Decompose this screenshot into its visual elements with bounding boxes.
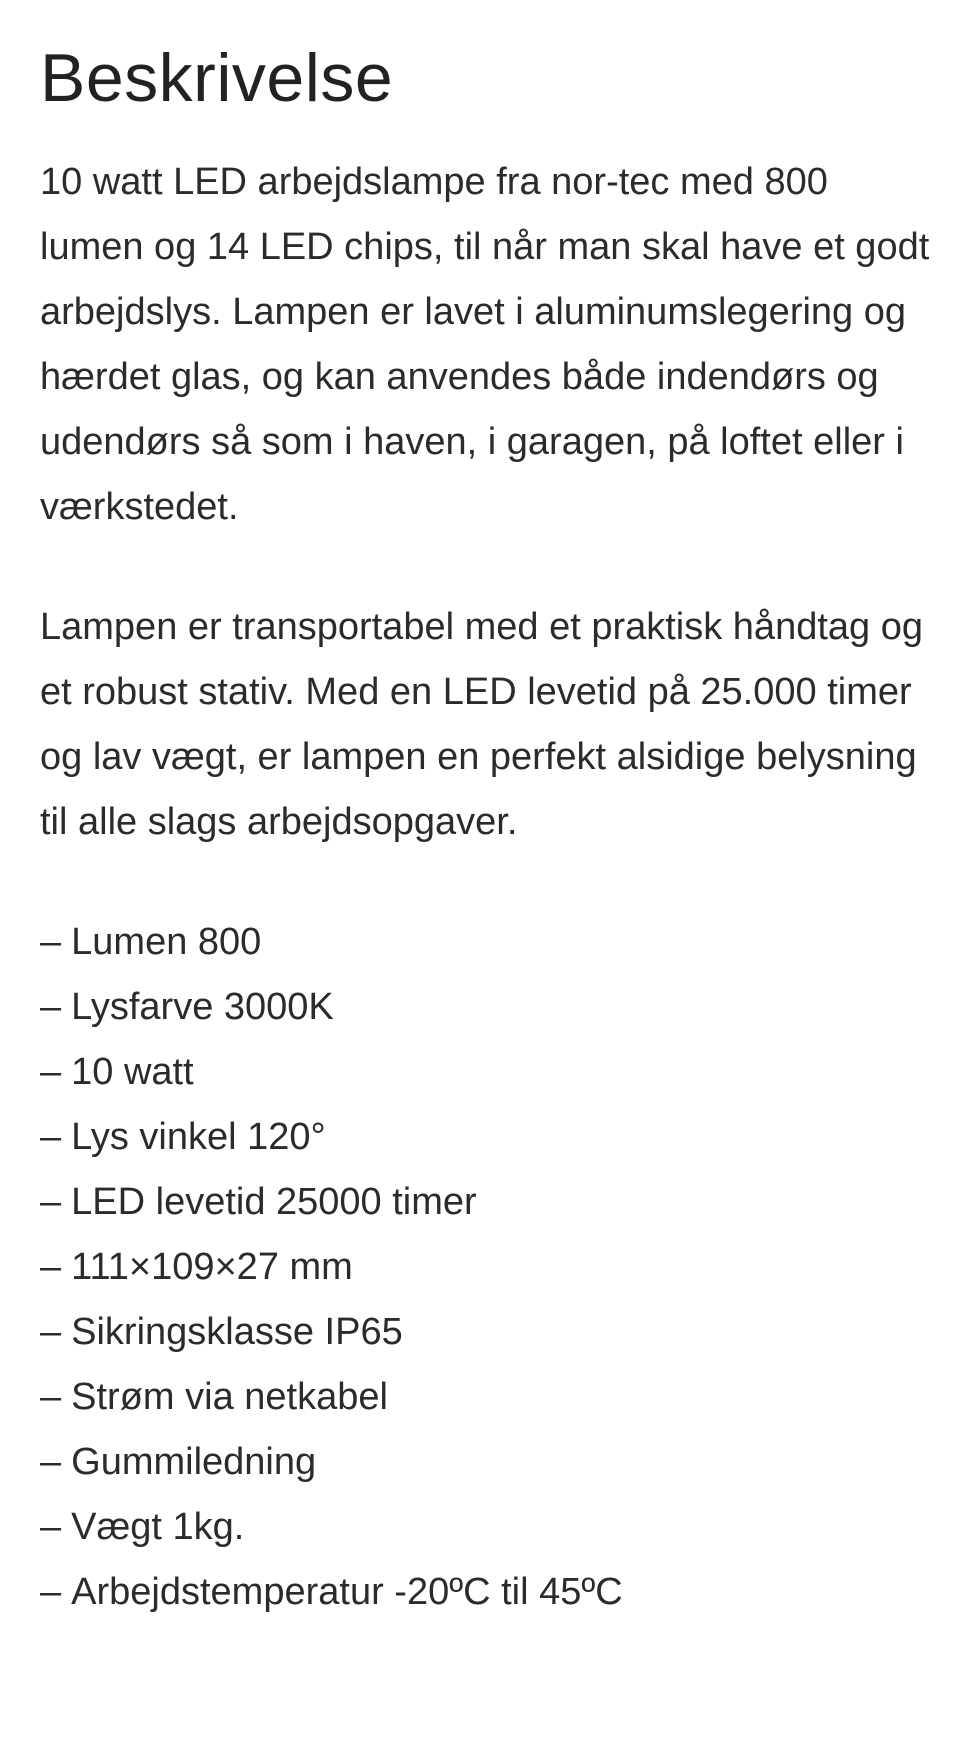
spec-dash: – — [40, 1376, 62, 1418]
spec-text: Strøm via netkabel — [71, 1376, 388, 1418]
spec-text: Vægt 1kg. — [71, 1506, 245, 1548]
spec-text: Arbejdstemperatur -20ºC til 45ºC — [71, 1571, 623, 1613]
spec-item-operating-temperature — [40, 1560, 930, 1625]
spec-dash: – — [40, 1116, 62, 1158]
spec-item-wattage — [40, 1040, 930, 1105]
section-title: Beskrivelse — [40, 40, 394, 116]
spec-list — [40, 910, 930, 1625]
spec-text: Lys vinkel 120° — [71, 1116, 326, 1158]
description-paragraph-1: 10 watt LED arbejdslampe fra nor-tec med 800 lumen og 14 LED chips, til når man skal have et godt arbejdslys. Lampen er lavet i aluminumslegering og hærdet glas, og kan anvendes både indendørs og udendørs så som i haven, i garagen, på loftet eller i værkstedet. — [40, 161, 930, 528]
spec-text: Lysfarve 3000K — [71, 986, 334, 1028]
spec-text: Gummiledning — [71, 1441, 317, 1483]
spec-dash: – — [40, 1441, 62, 1483]
spec-dash: – — [40, 1181, 62, 1223]
spec-dash: – — [40, 986, 62, 1028]
description-paragraph-2: Lampen er transportabel med et praktisk håndtag og et robust stativ. Med en LED levetid på 25.000 timer og lav vægt, er lampen en perfekt alsidige belysning til alle slags arbejdsopgaver. — [40, 606, 923, 843]
spec-item-weight — [40, 1495, 930, 1560]
spec-text: 111×109×27 mm — [71, 1246, 353, 1288]
spec-text: Sikringsklasse IP65 — [71, 1311, 403, 1353]
spec-dash: – — [40, 921, 62, 963]
spec-item-cable — [40, 1430, 930, 1495]
spec-dash: – — [40, 1051, 62, 1093]
spec-text: LED levetid 25000 timer — [71, 1181, 477, 1223]
spec-item-lifetime — [40, 1170, 930, 1235]
spec-text: 10 watt — [71, 1051, 194, 1093]
spec-dash: – — [40, 1506, 62, 1548]
spec-item-lumen — [40, 910, 930, 975]
spec-dash: – — [40, 1311, 62, 1353]
spec-text: Lumen 800 — [71, 921, 262, 963]
spec-item-color-temperature — [40, 975, 930, 1040]
spec-dash: – — [40, 1246, 62, 1288]
spec-item-ip-rating — [40, 1300, 930, 1365]
spec-item-dimensions — [40, 1235, 930, 1300]
spec-item-beam-angle — [40, 1105, 930, 1170]
spec-item-power — [40, 1365, 930, 1430]
description-section — [40, 28, 930, 1625]
spec-dash: – — [40, 1571, 62, 1613]
